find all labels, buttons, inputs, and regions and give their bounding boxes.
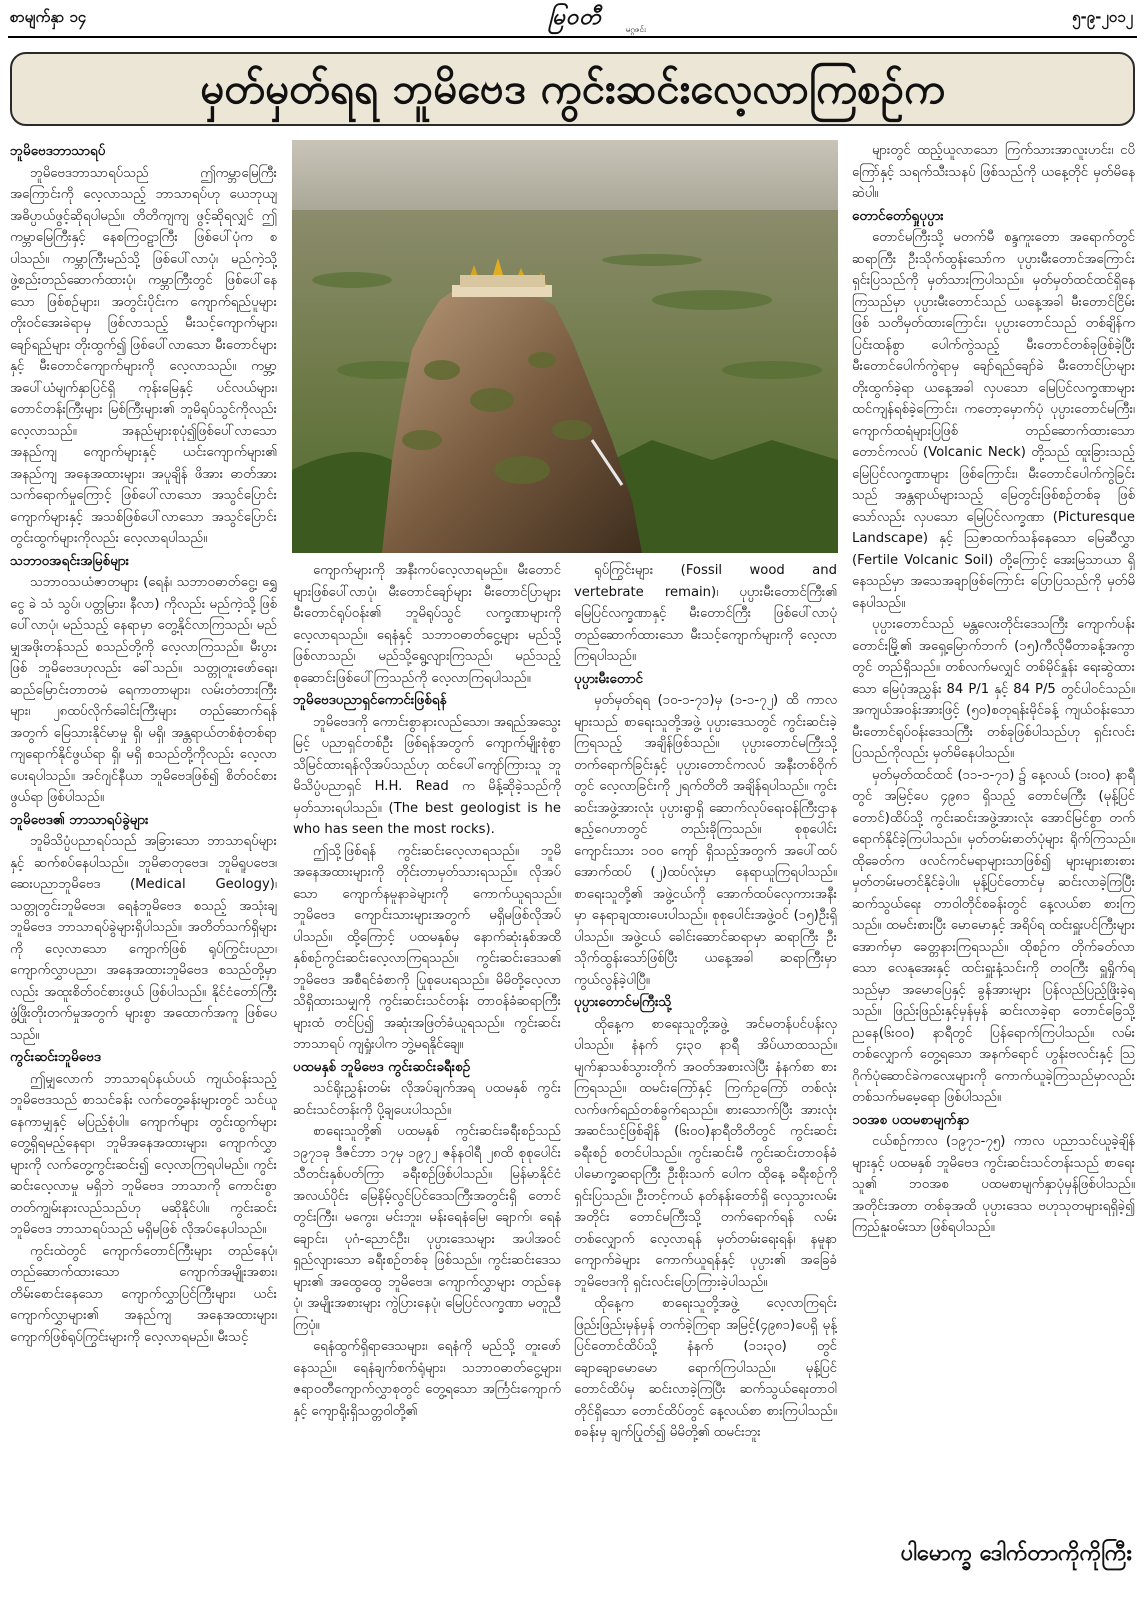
article-column-1 bbox=[10, 140, 277, 1590]
paragraph: ရုပ်ကြွင်းများ (Fossil wood and vertebrate remain)၊ ပုပ္ပားမီးတောင်ကြီး၏ မြေပြင်လက္ခဏာနှင့် မီးတောင်ကြီး ဖြစ်ပေါ်လာပုံ တည်ဆောက်ထားသော မီးသင့်ကျောက်များကို လေ့လာကြရပါသည်။ bbox=[574, 563, 837, 664]
page-number: စာမျက်နှာ ၁၄ bbox=[10, 8, 87, 26]
section-heading: တောင်တော်ရှုပုပ္ပား bbox=[852, 207, 944, 224]
paragraph: ဘူမိဗေဒကို ကောင်းစွာနားလည်သော၊ အရည်အသွေးမြင့် ပညာရှင်တစ်ဦး ဖြစ်ရန်အတွက် ကျောက်မျိုးစုံစွာ သိမြင်ထားရန်လိုအပ်သည်ဟု ထင်ပေါ်ကျော်ကြားသူ ဘူမိသိပ္ပံပညာရှင် H.H. Read က မိန့်ဆိုခဲ့သည်ကို မှတ်သားရပါသည်။ (The best geologist is he who has seen the most rocks). bbox=[293, 714, 561, 837]
paragraph: ကျောက်များကို အနီးကပ်လေ့လာရမည်။ မီးတောင်များဖြစ်ပေါ်လာပုံ၊ မီးတောင်ချော်များ မီးတောင်ပြာများ မီးတောင်ရုပ်ဝန်း၏ ဘူမိရုပ်သွင် လက္ခဏာများကို လေ့လာရသည်။ ရေနံနှင့် သဘာဝဓာတ်ငွေ့များ မည်သို့ဖြစ်လာသည်၊ မည်သို့ရွေ့လျားကြသည်၊ မည်သည့် စုဆောင်းဖြစ်ပေါ်ကြသည်ကို လေ့လာကြရပါသည်။ bbox=[293, 563, 561, 686]
paragraph: ပုပ္ပားတောင်သည် မန္တလေးတိုင်းဒေသကြီး ကျောက်ပန်းတောင်းမြို့၏ အရှေ့မြောက်ဘက် (၁၅)ကီလိုမီတာခန့်အကွာတွင် တည်ရှိသည်။ တစ်လက်မလျှင် တစ်မိုင်နှုန်း ရေးဆွဲထားသော မြေပုံအညွှန်း 84 P/1 နှင့် 84 P/5 တွင်ပါဝင်သည်။ အကျယ်အဝန်းအားဖြင့် (၅၀)စတုရန်းမိုင်ခန့် ကျယ်ဝန်းသော မီးတောင်ရုပ်ဝန်းဒေသကြီး တစ်ခုဖြစ်ပါသည်ဟု ရှင်းလင်းပြသည်ကိုလည်း မှတ်မိနေပါသည်။ bbox=[852, 617, 1135, 761]
paragraph: စာရေးသူတို့၏ ပထမနှစ် ကွင်းဆင်းခရီးစဉ်သည် ၁၉၇၁ခု ဒီဇင်ဘာ ၁၇မှ ၁၉၇၂ ဇန်နဝါရီ ၂၈ထိ စုစုပေါင်း သီတင်းနှစ်ပတ်ကြာ ခရီးစဉ်ဖြစ်ပါသည်။ မြန်မာနိုင်ငံ အလယ်ပိုင်း မြေနိမ့်လွင်ပြင်ဒေသကြီးအတွင်းရှိ တောင်တွင်းကြီး၊ မကွေး၊ မင်းဘူး၊ မန်းရေနံမြေ၊ ချောက်၊ ရေနံချောင်း၊ ပုဂံ-ညောင်ဦး၊ ပုပ္ပားဒေသများ အပါအဝင် ရှည်လျားသော ခရီးစဉ်တစ်ခု ဖြစ်သည်။ ကွင်းဆင်းဒေသများ၏ အထွေထွေ ဘူမိဗေဒ၊ ကျောက်လွှာများ တည်နေပုံ၊ အမျိုးအစားများ ကွဲပြားနေပုံ၊ မြေပြင်လက္ခဏာ မတူညီကြပုံ။ bbox=[293, 1124, 561, 1333]
masthead bbox=[0, 0, 1145, 40]
article-column-4 bbox=[852, 140, 1135, 1440]
paragraph: မှတ်မှတ်ထင်ထင် (၁၁-၁-၇၁) ၌ နေ့လယ် (၁း၀၀) နာရီတွင် အမြင့်ပေ ၄၉၈၁ ရှိသည့် တောင်မကြီး (မုန့်ပြင်တောင်)ထိပ်သို့ ကွင်းဆင်းအဖွဲ့အားလုံး အောင်မြင်စွာ တက်ရောက်နိုင်ခဲ့ကြပါသည်။ မှတ်တမ်းဓာတ်ပုံများ ရိုက်ကြသည်။ ထိုခေတ်က ဖလင်ကင်မရာများသာဖြစ်၍ များများစားစား မှတ်တမ်းမတင်နိုင်ခဲ့ပါ။ မုန့်ပြင်တောင်မှ ဆင်းလာခဲ့ကြပြီး ဆက်သွယ်ရေး တာဝါတိုင်စခန်းတွင် နေ့လယ်စာ စားကြသည်။ ထမင်းစားပြီး မောမောနှင့် အရိပ်ရ ထင်းရှူးပင်ကြီးများအောက်မှာ ခေတ္တနားကြရသည်။ ထိုစဉ်က တိုက်ခတ်လာသော လေနုအေးနှင့် ထင်းရှူးနံ့သင်းကို တဝကြီး ရှူရှိုက်ရသည်မှာ အမောပြေနှင့် ခွန်အားများ ပြန်လည်ပြည့်ဖြိုးခဲ့ရသည်။ ဖြည်းဖြည်းနှင့်မှန်မှန် ဆင်းလာခဲ့ရာ တောင်ခြေသို့ ညနေ(၆း၀၀) နာရီတွင် ပြန်ရောက်ကြပါသည်။ လမ်းတစ်လျှောက် တွေ့ရသော အနက်ရောင် ဟွန်းဗလင်းနှင့် ဩဂိုက်ပုံဆောင်ခဲကလေးများကို ကောက်ယူခဲ့ကြသည်မှာလည်း တစ်သက်မမေ့ရော ဖြစ်ပါသည်။ bbox=[852, 767, 1135, 1105]
paragraph: ငယ်စဉ်ကာလ (၁၉၇၁-၇၅) ကာလ ပညာသင်ယူခဲ့ချိန်များနှင့် ပထမနှစ် ဘူမိဗေဒ ကွင်းဆင်းသင်တန်းသည် စာရေးသူ၏ ဘဝအစ ပထမစာမျက်နှာပုံမှန်ဖြစ်ပါသည်။ အတိုင်းအတာ တစ်ခုအထိ ပုပ္ပားဒေသ ဗဟုသုတများရရှိခဲ့၍ ကြည်နူးဝမ်းသာ ဖြစ်ရပါသည်။ bbox=[852, 1134, 1135, 1235]
paragraph: ကွင်းထဲတွင် ကျောက်တောင်ကြီးများ တည်နေပုံ၊ တည်ဆောက်ထားသော ကျောက်အမျိုးအစား၊ တိမ်းစောင်းနေသော ကျောက်လွှာပြင်ကြီးများ၊ ယင်းကျောက်လွှာများ၏ အနည်ကျ အနေအထားများ၊ ကျောက်ဖြစ်ရုပ်ကြွင်းများကို လေ့လာရမည်။ မီးသင့် bbox=[10, 1243, 277, 1345]
section-heading: ပထမနှစ် ဘူမိဗေဒ ကွင်းဆင်းခရီးစဉ် bbox=[293, 1058, 471, 1075]
paragraph: ဘူမိဗေဒဘာသာရပ်သည် ဤကမ္ဘာမြေကြီး အကြောင်းကို လေ့လာသည့် ဘာသာရပ်ဟု ယေဘုယျ အဓိပ္ပာယ်ဖွင့်ဆိုရပါမည်။ တိတိကျကျ ဖွင့်ဆိုရလျှင် ဤကမ္ဘာမြေကြီးနှင့် နေစကြဝဠာကြီး ဖြစ်ပေါ်ပုံက စပါသည်။ ကမ္ဘာကြီးမည်သို့ ဖြစ်ပေါ်လာပုံ၊ မည်ကဲ့သို့ ဖွဲ့စည်းတည်ဆောက်ထားပုံ၊ ကမ္ဘာကြီးတွင် ဖြစ်ပေါ်နေသော ဖြစ်စဉ်များ၊ အတွင်းပိုင်းက ကျောက်ရည်ပူများ တိုးဝင်အေးခဲရာမှ ဖြစ်လာသည့် မီးသင့်ကျောက်များ၊ ချော်ရည်များ တိုးထွက်၍ ဖြစ်ပေါ်လာသော မီးတောင်များနှင့် မီးတောင်ကျောက်များကို လေ့လာသည်။ ကမ္ဘာ့အပေါ်ယံမျက်နှာပြင်ရှိ ကုန်းမြေနှင့် ပင်လယ်များ၊ တောင်တန်းကြီးများ မြစ်ကြီးများ၏ ဘူမိရုပ်သွင်ကိုလည်း လေ့လာသည်။ အနည်များစုပုံ၍ဖြစ်ပေါ်လာသော အနည်ကျ ကျောက်များနှင့် ယင်းကျောက်များ၏ အနည်ကျ အနေအထားများ၊ အပူချိန် ဖိအား ဓာတ်အား သက်ရောက်မှုကြောင့် ဖြစ်ပေါ်လာသော အသွင်ပြောင်းကျောက်များနှင့် အသစ်ဖြစ်ပေါ်လာသော အသွင်ပြောင်း တွင်းထွက်များကိုလည်း လေ့လာရပါသည်။ bbox=[10, 165, 277, 546]
article-column-2 bbox=[293, 560, 561, 1590]
article-column-3 bbox=[574, 560, 837, 1590]
paragraph: ရေနံထွက်ရှိရာဒေသများ၊ ရေနံကို မည်သို့ တူးဖော်နေသည်။ ရေနံချက်စက်ရုံများ၊ သဘာဝဓာတ်ငွေ့များ၊ ဇရာဝတီကျောက်လွှာစုတွင် တွေ့ရသော အင်္ကြင်းကျောက်နှင့် ကျောရိုးရှိသတ္တဝါတို့၏ bbox=[293, 1339, 561, 1419]
paragraph: ဤသို့ဖြစ်ရန် ကွင်းဆင်းလေ့လာရသည်။ ဘူမိအနေအထားများကို တိုင်းတာမှတ်သားရသည်။ လိုအပ်သော ကျောက်နမူနာခဲများကို ကောက်ယူရသည်။ ဘူမိဗေဒ ကျောင်းသားများအတွက် မရှိမဖြစ်လိုအပ်ပါသည်။ ထို့ကြောင့် ပထမနှစ်မှ နောက်ဆုံးနှစ်အထိ နှစ်စဉ်ကွင်းဆင်းလေ့လာကြရသည်။ ကွင်းဆင်းဒေသ၏ ဘူမိဗေဒ အစီရင်ခံစာကို ပြုစုပေးရသည်။ မိမိတို့လေ့လာ သိရှိထားသမျှကို ကွင်းဆင်းသင်တန်း တာဝန်ခံဆရာကြီးများထံ တင်ပြ၍ အဆုံးအဖြတ်ခံယူရသည်။ ကွင်းဆင်းဘာသာရပ် ကျရှုံးပါက ဘွဲ့မရနိုင်ချေ။ bbox=[293, 843, 561, 1052]
magazine-logo bbox=[500, 2, 650, 36]
section-heading: ဘူမိဗေဒပညာရှင်ကောင်းဖြစ်ရန် bbox=[293, 692, 447, 708]
paragraph: သဘာဝသယံဇာတများ (ရေနံ၊ သဘာဝဓာတ်ငွေ့၊ ရွှေ ငွေ ခဲ သံ သွပ်၊ ပတ္တမြား၊ နီလာ) ကိုလည်း မည်ကဲ့သို့ ဖြစ်ပေါ်လာပုံ၊ မည်သည့် နေရာမှာ တွေ့နိုင်လာကြသည်၊ မည်မျှအဖိုးတန်သည် စသည်တို့ကို လေ့လာကြသည်။ မီးပွားဖြစ် ဘူမိဗေဒဟုလည်း ခေါ်သည်။ သတ္တုတူးဖော်ရေး၊ ဆည်မြောင်းတာတမံ ရေကာတာများ၊ လမ်းတံတားကြီးများ၊ ၂၈ထပ်လိုက်ခေါင်းကြီးများ တည်ဆောက်ရန်အတွက် မြေသားနိုင်မာမှု ရှိ၊ မရှိ၊ အန္တရာယ်တစ်စုံတစ်ရာ ကျရောက်နိုင်ဖွယ်ရာ ရှိ၊ မရှိ စသည်တို့ကိုလည်း လေ့လာပေးရပါသည်။ အင်ဂျင်နီယာ ဘူမိဗေဒဖြစ်၍ စိတ်ဝင်စားဖွယ်ရာ ဖြစ်ပါသည်။ bbox=[10, 575, 277, 805]
logo-text: မြဝတီ bbox=[548, 5, 602, 30]
mount-popa-photo bbox=[292, 140, 838, 553]
article-headline: မှတ်မှတ်ရရ ဘူမိဗေဒ ကွင်းဆင်းလေ့လာကြစဉ်က bbox=[199, 64, 945, 113]
paragraph: ထိုနေ့က စာရေးသူတို့အဖွဲ့ လေ့လာကြရင်း ဖြည်းဖြည်းမှန်မှန် တက်ခဲ့ကြရာ အမြင့်(၄၉၈၁)ပေရှိ မုန့်ပြင်တောင်ထိပ်သို့ နံနက် (၁၁း၃၀) တွင် ချောချောမောမော ရောက်ကြပါသည်။ မုန့်ပြင်တောင်ထိပ်မှ ဆင်းလာခဲ့ကြပြီး ဆက်သွယ်ရေးတာဝါတိုင်ရှိသော တောင်ထိပ်တွင် နေ့လယ်စာ စားကြပါသည်။ စခန်းမှ ချက်ပြုတ်၍ မိမိတို့၏ ထမင်းဘူး bbox=[574, 1296, 837, 1440]
section-heading: ပုပ္ပားမီးတောင် bbox=[574, 670, 644, 687]
issue-date: ၅-၉-၂၀၁၂ bbox=[1072, 8, 1133, 26]
paragraph: ဘူမိသိပ္ပံပညာရပ်သည် အခြားသော ဘာသာရပ်များနှင့် ဆက်စပ်နေပါသည်။ ဘူမိဓာတုဗေဒ၊ ဘူမိရူပဗေဒ၊ ဆေးပညာဘူမိဗေဒ (Medical Geology)၊ သတ္တုတွင်းဘူမိဗေဒ၊ ရေနံဘူမိဗေဒ စသည့် အသုံးချ ဘူမိဗေဒ ဘာသာရပ်ခွဲများရှိပါသည်။ အတိတ်သက်ရှိများကို လေ့လာသော ကျောက်ဖြစ် ရုပ်ကြွင်းပညာ၊ ကျောက်လွှာပညာ၊ အနေအထားဘူမိဗေဒ စသည်တို့မှာလည်း အထူးစိတ်ဝင်စားဖွယ် ဖြစ်ပါသည်။ နိုင်ငံတော်ကြီး ဖွံ့ဖြိုးတိုးတက်မှုအတွက် များစွာ အထောက်အကူ ဖြစ်ပေသည်။ bbox=[10, 834, 277, 1043]
section-heading: ကွင်းဆင်းဘူမိဗေဒ bbox=[10, 1049, 101, 1065]
section-heading: ဘူမိဗေဒ၏ ဘာသာရပ်ခွဲများ bbox=[10, 811, 149, 828]
paragraph: ထိုနေ့က စာရေးသူတို့အဖွဲ့ အင်မတန်ပင်ပန်းလှပါသည်။ နံနက် ၄း၃၀ နာရီ အိပ်ယာထသည်။ မျက်နှာသစ်သွားတိုက် အဝတ်အစားလဲပြီး နံနက်စာ စားကြရသည်။ ထမင်းကြော်နှင့် ကြက်ဥကြော် တစ်လုံး လက်ဖက်ရည်တစ်ခွက်ရသည်။ စားသောက်ပြီး အားလုံးအဆင်သင့်ဖြစ်ချိန် (၆း၀၀)နာရီတိတိတွင် ကွင်းဆင်းခရီးစဉ် စတင်ပါသည်။ ကွင်းဆင်းမီ ကွင်းဆင်းတာဝန်ခံ ပါမောက္ခဆရာကြီး ဦးစိုးသက် ပေါက ထိုနေ့ ခရီးစဉ်ကို ရှင်းပြသည်။ ဦးတင့်ကယ် နတ်နန်းတော်ရှိ လှေသွားလမ်းအတိုင်း တောင်မကြီးသို့ တက်ရောက်ရန် လမ်းတစ်လျှောက် လေ့လာရန် မှတ်တမ်းရေးရန်၊ နမူနာကျောက်ခဲများ ကောက်ယူရန်နှင့် ပုပ္ပား၏ အခြေခံ ဘူမိဗေဒကို ရှင်းလင်းပြောကြားခဲ့ပါသည်။ bbox=[574, 1016, 837, 1290]
paragraph: ဤမျှလောက် ဘာသာရပ်နယ်ပယ် ကျယ်ဝန်းသည့် ဘူမိဗေဒသည် စာသင်ခန်း လက်တွေ့ခန်းများတွင် သင်ယူနေကာမျှနှင့် မပြည့်စုံပါ။ ကျောက်များ တွင်းထွက်များ တွေ့ရှိရမည့်နေရာ၊ ဘူမိအနေအထားများ၊ ကျောက်လွှာများကို လက်တွေ့ကွင်းဆင်း၍ လေ့လာကြရပါမည်။ ကွင်းဆင်းလေ့လာမှု မရှိဘဲ ဘူမိဗေဒ ဘာသာကို ကောင်းစွာ တတ်ကျွမ်းနားလည်သည်ဟု မဆိုနိုင်ပါ။ ကွင်းဆင်းဘူမိဗေဒ ဘာသာရပ်သည် မရှိမဖြစ် လိုအပ်နေပါသည်။ bbox=[10, 1071, 277, 1237]
section-heading: ၁၀အစ ပထမစာမျက်နှာ bbox=[852, 1111, 970, 1128]
section-heading: သဘာဝအရင်းအမြစ်များ bbox=[10, 552, 130, 569]
paragraph: မှတ်မှတ်ရရ (၁၀-၁-၇၁)မှ (၁-၁-၇၂) ထိ ကာလများသည် စာရေးသူတို့အဖွဲ့ ပုပ္ပားဒေသတွင် ကွင်းဆင်းခဲ့ကြရသည့် အချိန်ဖြစ်သည်။ ပုပ္ပားတောင်မကြီးသို့ တက်ရောက်ခြင်းနှင့် ပုပ္ပားတောင်ကလပ် အနီးတစ်ဝိုက်တွင် လေ့လာခြင်းကို ၂ရက်တိတိ အချိန်ရပါသည်။ ကွင်းဆင်းအဖွဲ့အားလုံး ပုပ္ပားရွာရှိ ဆောက်လုပ်ရေးဝန်ကြီးဌာန ဧည့်ဂေဟာတွင် တည်းခိုကြသည်။ စုစုပေါင်း ကျောင်းသား ၁၀၀ ကျော် ရှိသည့်အတွက် အပေါ်ထပ်အောက်ထပ် (၂)ထပ်လုံးမှာ နေရာယူကြရပါသည်။ စာရေးသူတို့၏ အဖွဲ့ငယ်ကို အောက်ထပ်လှေကားအနီးမှာ နေရာချထားပေးပါသည်။ စုစုပေါင်းအဖွဲ့ဝင် (၁၅)ဦးရှိပါသည်။ အဖွဲ့ငယ် ခေါင်းဆောင်ဆရာမှာ ဆရာကြီး ဦးသိုက်ထွန်းသော်ဖြစ်ပြီး ယနေ့အခါ ဆရာကြီးမှာ ကွယ်လွန်ခဲ့ပါပြီ။ bbox=[574, 693, 837, 988]
header-rule bbox=[8, 36, 1137, 38]
headline-banner bbox=[10, 52, 1135, 126]
author-byline: ပါမောက္ခ ဒေါက်တာကိုကိုကြီး bbox=[900, 1540, 1132, 1566]
paragraph: များတွင် ထည့်ယူလာသော ကြက်သားအာလူးဟင်း၊ ငပိကြော်နှင့် သရက်သီးသနပ် ဖြစ်သည်ကို ယနေ့တိုင် မှတ်မိနေဆဲပါ။ bbox=[852, 143, 1135, 201]
logo-subtext: မဂ္ဂဇင်း bbox=[625, 25, 646, 34]
section-heading: ဘူမိဗေဒဘာသာရပ် bbox=[10, 143, 106, 159]
paragraph: သင်ရိုးညွှန်းတမ်း လိုအပ်ချက်အရ ပထမနှစ် ကွင်းဆင်းသင်တန်းကို ပို့ချပေးပါသည်။ bbox=[293, 1081, 561, 1118]
section-heading: ပုပ္ပားတောင်မကြီးသို့ bbox=[574, 994, 672, 1010]
paragraph: တောင်မကြီးသို့ မတက်မီ စန္ဒကူးတော အရောက်တွင် ဆရာကြီး ဦးသိုက်ထွန်းသော်က ပုပ္ပားမီးတောင်အကြောင်း ရှင်းပြသည်ကို မှတ်သားကြပါသည်။ မှတ်မှတ်ထင်ထင်ရှိနေကြသည်မှာ ပုပ္ပားမီးတောင်သည် ယနေ့အခါ မီးတောင်ငြိမ်းဖြစ် သတိမှတ်ထားကြောင်း၊ ပုပ္ပားတောင်သည် တစ်ချိန်က ပြင်းထန်စွာ ပေါက်ကွဲသည့် မီးတောင်တစ်ခုဖြစ်ခဲ့ပြီး မီးတောင်ပေါက်ကွဲရာမှ ချော်ရည်ချော်ခဲ မီးတောင်ပြာများ တိုးထွက်ခဲ့ရာ ယနေ့အခါ လှပသော မြေပြင်လက္ခဏာများ ထင်ကျန်ရစ်ခဲ့ကြောင်း၊ ကတော့မှောက်ပုံ ပုပ္ပားတောင်မကြီး၊ ကျောက်ထရံများပြဖြစ် တည်ဆောက်ထားသော တောင်ကလပ် (Volcanic Neck) တို့သည် ထူးခြားသည့် မြေပြင်လက္ခဏာများ ဖြစ်ကြောင်း၊ မီးတောင်ပေါက်ကွဲခြင်းသည် အန္တရာယ်များသည့် မြေတွင်းဖြစ်စဉ်တစ်ခု ဖြစ်သော်လည်း လှပသော မြေပြင်လက္ခဏာ (Picturesque Landscape) နှင့် ဩဇာထက်သန်နေသော မြေဆီလွှာ (Fertile Volcanic Soil) တို့ကြောင့် အေးမြသာယာ ရှိနေသည်မှာ အသေအချာဖြစ်ကြောင်း ပြောပြသည်ကို မှတ်မိနေပါသည်။ bbox=[852, 230, 1135, 611]
photo-illustration bbox=[292, 140, 838, 553]
